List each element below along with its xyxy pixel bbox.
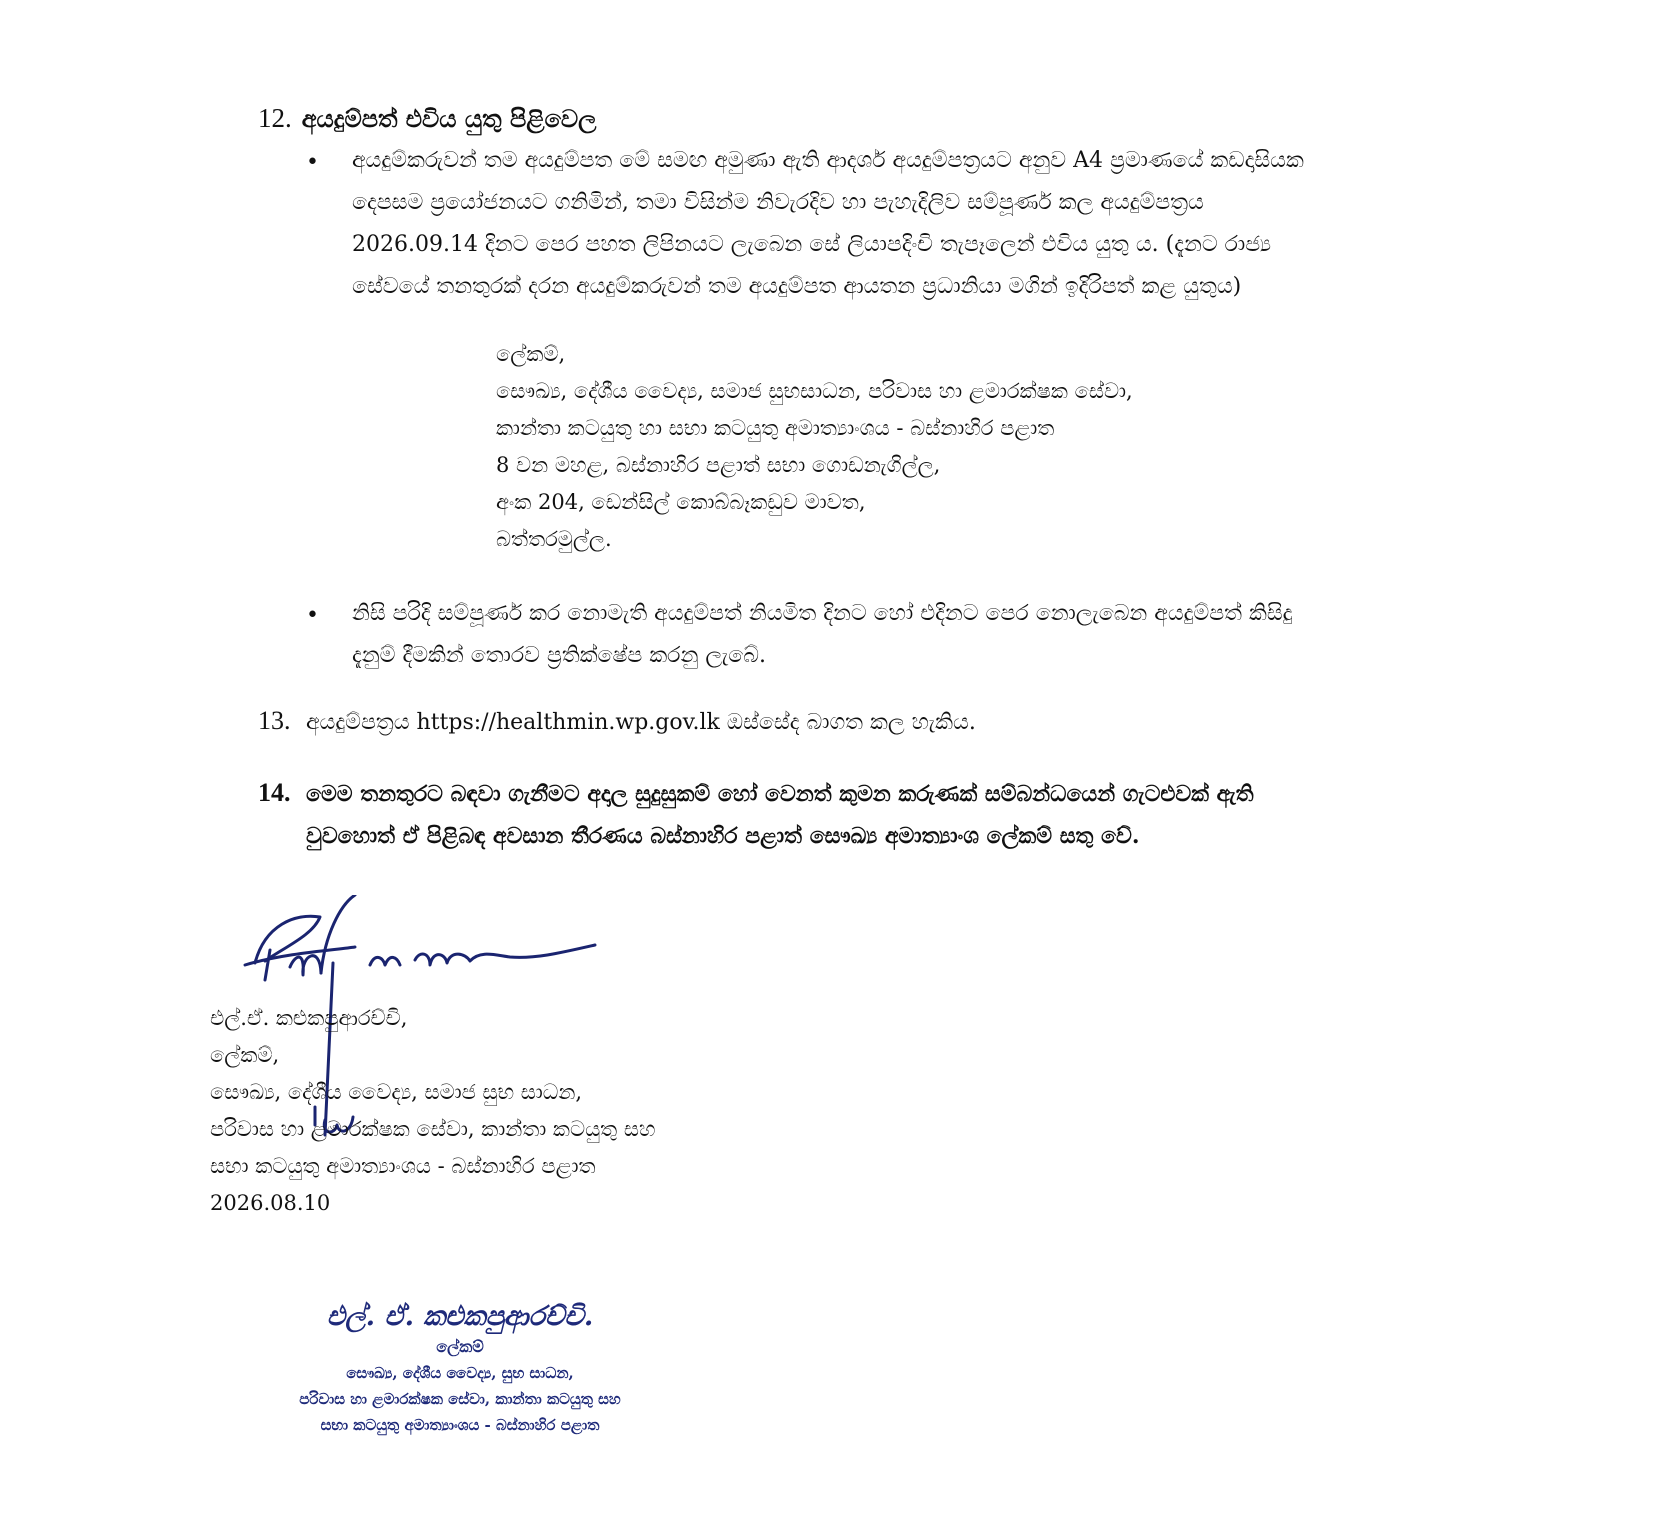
bullet-paragraph-submission: [352, 140, 1474, 308]
stamp-line: සභා කටයුතු අමාත්‍යාංශය - බස්නාහිර පළාත: [320, 1416, 600, 1434]
stamp-name: එල්. ඒ. කළුකපුආරච්චි.: [326, 1301, 594, 1332]
address-line: අංක 204, ඩෙන්සිල් කොබ්බෑකඩුව මාවත,: [496, 490, 866, 514]
address-line: ලේකම්,: [496, 342, 566, 366]
signatory-block: [210, 1000, 656, 1222]
section-14: [258, 772, 1480, 857]
section-number: 14.: [258, 778, 291, 807]
address-line: සෞඛ්‍ය, දේශීය වෛද්‍ය, සමාජ සුභසාධන, පරිවාස හා ළමාරක්ෂක සේවා,: [496, 379, 1133, 403]
signatory-line: පරිවාස හා ළමාරක්ෂක සේවා, කාන්තා කටයුතු සහ: [210, 1117, 656, 1141]
paragraph-line: නිසි පරිදි සම්පූර්ණ කර නොමැති අයදුම්පත් නියමිත දිනට හෝ එදිනට පෙර නොලැබෙන අයදුම්පත් කිසිදු: [352, 601, 1293, 626]
paragraph-line: අයදුම්කරුවන් තම අයදුම්පත මේ සමඟ අමුණා ඇති ආදර්ශ අයදුම්පත්‍රයට අනුව A4 ප්‍රමාණයේ කඩදාසියක: [352, 148, 1304, 173]
address-line: බත්තරමුල්ල.: [496, 527, 612, 551]
section-number: 12.: [258, 103, 292, 133]
paragraph-line: 2026.09.14 දිනට පෙර පහත ලිපිනයට ලැබෙන සේ ලියාපදිංචි තැපෑලෙන් එවිය යුතු ය. (දැනට රාජ්‍ය: [352, 232, 1272, 257]
bullet-paragraph-rejection: [352, 593, 1474, 677]
section-number: 13.: [258, 706, 291, 735]
signature-date: 2026.08.10: [210, 1191, 331, 1215]
official-stamp: [250, 1300, 670, 1438]
paragraph-line: දැනුම් දීමකින් තොරව ප්‍රතික්ෂේප කරනු ලැබේ.: [352, 643, 766, 668]
paragraph-line: සේවයේ තනතුරක් දරන අයදුම්කරුවන් තම අයදුම්පත ආයතන ප්‍රධානියා මගින් ඉදිරිපත් කළ යුතුය): [352, 274, 1242, 299]
signatory-line: සභා කටයුතු අමාත්‍යාංශය - බස්නාහිර පළාත: [210, 1154, 596, 1178]
section-13-text: අයදුම්පත්‍රය https://healthmin.wp.gov.lk ඔස්සේද බාගත කල හැකිය.: [306, 710, 976, 735]
section-14-line-2: වුවහොත් ඒ පිළිබඳ අවසාන තීරණය බස්නාහිර පළාත් සෞඛ්‍ය අමාත්‍යාංශ ලේකම් සතු වේ.: [306, 823, 1140, 849]
address-line: කාන්තා කටයුතු හා සභා කටයුතු අමාත්‍යාංශය - බස්නාහිර පළාත: [496, 416, 1055, 440]
signatory-line: සෞඛ්‍ය, දේශීය වෛද්‍ය, සමාජ සුභ සාධන,: [210, 1080, 583, 1104]
stamp-line: සෞඛ්‍ය, දේශීය වෛද්‍ය, සුභ සාධන,: [346, 1364, 574, 1382]
signatory-line: ලේකම්,: [210, 1043, 280, 1067]
section-title: අයදුම්පත් එවිය යුතු පිළිවෙල: [301, 104, 597, 133]
stamp-line: පරිවාස හා ළමාරක්ෂක සේවා, කාන්තා කටයුතු සහ: [299, 1390, 621, 1408]
section-13: [258, 700, 1480, 744]
signatory-name: එල්.ඒ. කළුකපුආරච්චි,: [210, 1006, 408, 1030]
bullet-icon: •: [306, 603, 319, 628]
postal-address: [496, 336, 1133, 558]
bullet-icon: •: [306, 150, 319, 175]
section-12-heading: [258, 103, 596, 134]
address-line: 8 වන මහළ, බස්නාහිර පළාත් සභා ගොඩනැගිල්ල,: [496, 453, 941, 477]
stamp-title: ලේකම්: [436, 1337, 484, 1356]
paragraph-line: දෙපසම ප්‍රයෝජනයට ගනිමින්, තමා විසින්ම නිවැරදිව හා පැහැදිලිව සම්පූර්ණ කල අයදුම්පත්‍රය: [352, 190, 1204, 215]
section-14-line-1: මෙම තනතුරට බඳවා ගැනීමට අදාල සුදුසුකම් හෝ වෙනත් කුමන කරුණක් සම්බන්ධයෙන් ගැටළුවක් ඇති: [306, 781, 1254, 807]
